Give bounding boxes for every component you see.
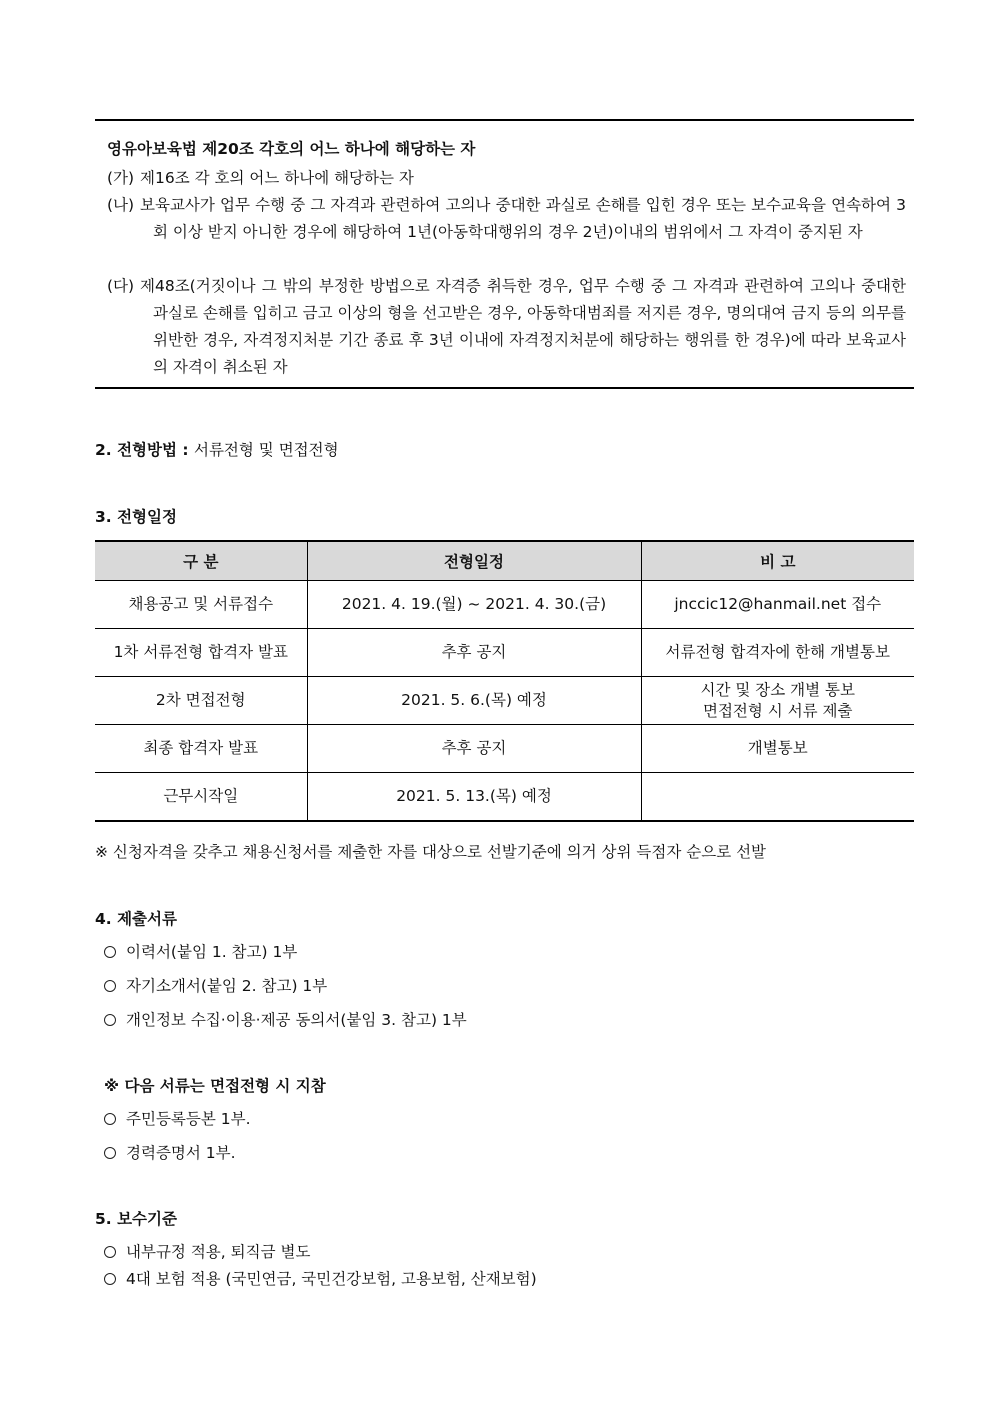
table-cell: 채용공고 및 서류접수	[95, 581, 307, 629]
circle-bullet-icon	[104, 980, 116, 992]
circle-bullet-icon	[104, 1014, 116, 1026]
table-row	[95, 677, 914, 725]
qualification-item	[107, 273, 906, 381]
qualification-item	[107, 192, 906, 246]
qualification-item	[107, 165, 906, 192]
circle-bullet-icon	[104, 1246, 116, 1258]
table-cell: 서류전형 합격자에 한해 개별통보	[641, 629, 914, 677]
table-cell: 2차 면접전형	[95, 677, 307, 725]
interview-item: 주민등록등본 1부.	[104, 1107, 251, 1129]
document-item: 이력서(붙임 1. 참고) 1부	[104, 940, 297, 962]
item-text: 제48조(거짓이나 그 밖의 부정한 방법으로 자격증 취득한 경우, 업무 수행 중 그 자격과 관련하여 고의나 중대한 과실로 손해를 입히고 금고 이상의 형을 선고받은 경우, 아동학대범죄를 저지른 경우, 명의대여 금지 등의 의무를 위반한 경우, 자격정지처분 기간 종료 후 3년 이내에 자격정지처분에 해당하는 행위를 한 경우)에 따라 보육교사의 자격이 취소된 자	[140, 277, 906, 376]
section-4-heading: 4. 제출서류	[95, 910, 177, 928]
table-cell: 2021. 5. 13.(목) 예정	[307, 773, 641, 822]
table-cell: 개별통보	[641, 725, 914, 773]
interview-item: 경력증명서 1부.	[104, 1141, 236, 1163]
item-text: 보육교사가 업무 수행 중 그 자격과 관련하여 고의나 중대한 과실로 손해를 입힌 경우 또는 보수교육을 연속하여 3회 이상 받지 아니한 경우에 해당하여 1년(아동학대행위의 경우 2년)이내의 범위에서 그 자격이 중지된 자	[140, 196, 906, 241]
item-marker: (다)	[107, 277, 135, 295]
table-cell: 추후 공지	[307, 725, 641, 773]
section-5-heading: 5. 보수기준	[95, 1210, 177, 1228]
table-cell	[641, 773, 914, 822]
item-text: 제16조 각 호의 어느 하나에 해당하는 자	[140, 169, 414, 187]
pay-item: 내부규정 적용, 퇴직금 별도	[104, 1240, 310, 1262]
table-cell: 2021. 5. 6.(목) 예정	[307, 677, 641, 725]
table-header-row	[95, 541, 914, 581]
qualification-title: 영유아보육법 제20조 각호의 어느 하나에 해당하는 자	[107, 140, 476, 158]
section-3-heading: 3. 전형일정	[95, 508, 177, 526]
section-2-value: 서류전형 및 면접전형	[193, 441, 339, 459]
document-item: 자기소개서(붙임 2. 참고) 1부	[104, 974, 327, 996]
table-row	[95, 725, 914, 773]
pay-item: 4대 보험 적용 (국민연금, 국민건강보험, 고용보험, 산재보험)	[104, 1267, 537, 1289]
table-cell	[641, 677, 914, 725]
table-row	[95, 581, 914, 629]
section-2-label: 2. 전형방법 :	[95, 441, 189, 459]
column-header: 비 고	[641, 541, 914, 581]
column-header: 전형일정	[307, 541, 641, 581]
table-cell: 2021. 4. 19.(월) ~ 2021. 4. 30.(금)	[307, 581, 641, 629]
item-marker: (가)	[107, 169, 135, 187]
table-row	[95, 629, 914, 677]
table-cell: 근무시작일	[95, 773, 307, 822]
table-cell: 1차 서류전형 합격자 발표	[95, 629, 307, 677]
table-cell: 추후 공지	[307, 629, 641, 677]
column-header: 구 분	[95, 541, 307, 581]
schedule-table	[95, 540, 914, 822]
item-marker: (나)	[107, 196, 135, 214]
selection-note: ※ 신청자격을 갖추고 채용신청서를 제출한 자를 대상으로 선발기준에 의거 상위 득점자 순으로 선발	[95, 843, 767, 861]
note-line: 시간 및 장소 개별 통보	[700, 680, 855, 699]
circle-bullet-icon	[104, 946, 116, 958]
qualification-box	[95, 119, 914, 389]
circle-bullet-icon	[104, 1113, 116, 1125]
note-line: 면접전형 시 서류 제출	[702, 701, 853, 720]
circle-bullet-icon	[104, 1147, 116, 1159]
table-cell: jnccic12@hanmail.net 접수	[641, 581, 914, 629]
table-cell: 최종 합격자 발표	[95, 725, 307, 773]
circle-bullet-icon	[104, 1273, 116, 1285]
document-item: 개인정보 수집·이용·제공 동의서(붙임 3. 참고) 1부	[104, 1008, 467, 1030]
table-row	[95, 773, 914, 822]
interview-heading: ※ 다음 서류는 면접전형 시 지참	[104, 1077, 326, 1095]
section-2-heading	[95, 438, 339, 460]
